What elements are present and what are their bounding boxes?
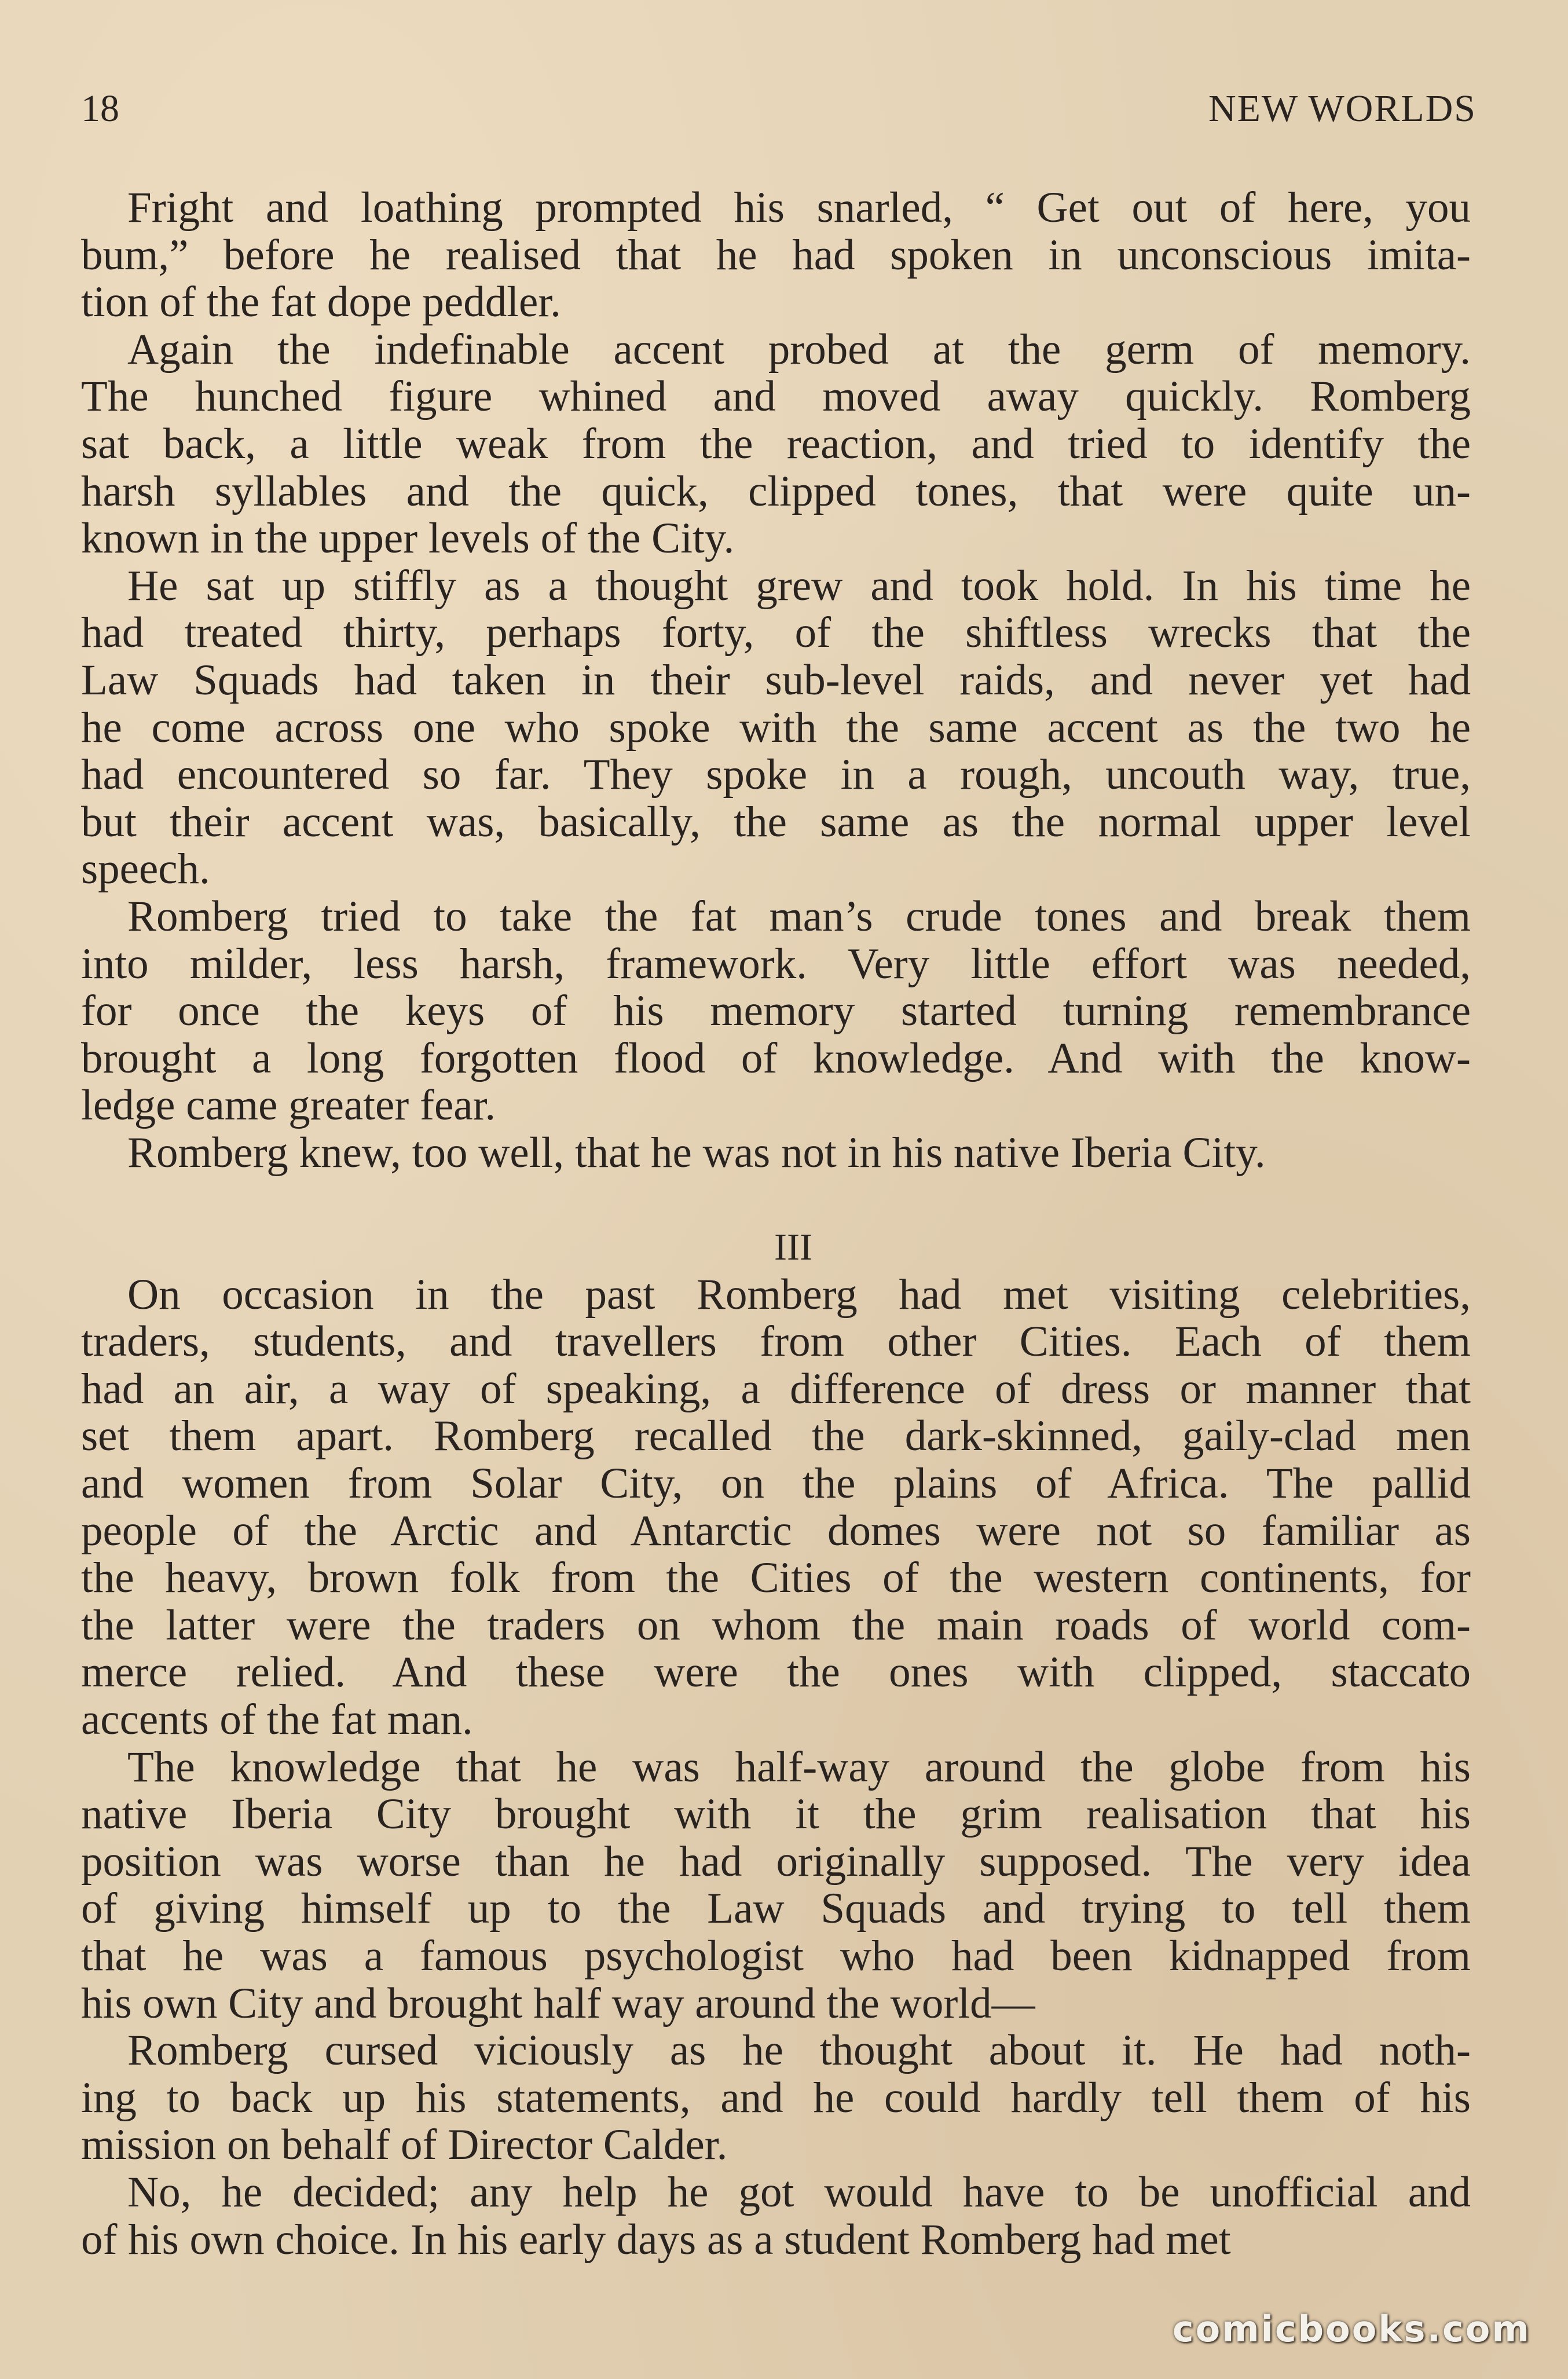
- text-line: set them apart. Romberg recalled the dark-skinned, gaily-clad men: [81, 1412, 1471, 1461]
- text-line: of giving himself up to the Law Squads and trying to tell them: [81, 1884, 1471, 1933]
- paragraph: [81, 1129, 1471, 1177]
- text-line: known in the upper levels of the City.: [81, 514, 735, 563]
- text-line: sat back, a little weak from the reaction, and tried to identify the: [81, 419, 1471, 468]
- text-line: Fright and loathing prompted his snarled, “ Get out of here, you: [127, 184, 1471, 232]
- text-line: position was worse than he had originally supposed. The very idea: [81, 1837, 1471, 1886]
- section-heading: III: [774, 1226, 812, 1269]
- text-line: He sat up stiffly as a thought grew and took hold. In his time he: [127, 561, 1471, 610]
- text-line: had an air, a way of speaking, a difference of dress or manner that: [81, 1364, 1471, 1413]
- text-line: No, he decided; any help he got would have to be unofficial and: [127, 2168, 1471, 2216]
- text-line: Again the indefinable accent probed at the germ of memory.: [127, 325, 1471, 374]
- paragraphs-after-section: [81, 1271, 1471, 2263]
- paragraph: [81, 1744, 1471, 2027]
- text-line: speech.: [81, 845, 210, 894]
- running-title: NEW WORLDS: [1208, 87, 1477, 130]
- text-line: of his own choice. In his early days as a student Romberg had met: [81, 2215, 1231, 2264]
- text-line: mission on behalf of Director Calder.: [81, 2121, 728, 2169]
- text-line: bum,” before he realised that he had spoken in unconscious imita-: [81, 230, 1471, 279]
- text-line: merce relied. And these were the ones with clipped, staccato: [81, 1648, 1471, 1697]
- paragraph: [81, 2169, 1471, 2263]
- text-line: Romberg knew, too well, that he was not in his native Iberia City.: [127, 1128, 1266, 1177]
- body-text: [81, 184, 1471, 2263]
- text-line: harsh syllables and the quick, clipped tones, that were quite un-: [81, 467, 1471, 515]
- text-line: ledge came greater fear.: [81, 1081, 496, 1130]
- text-line: into milder, less harsh, framework. Very little effort was needed,: [81, 939, 1471, 988]
- text-line: On occasion in the past Romberg had met visiting celebrities,: [127, 1270, 1471, 1319]
- text-line: tion of the fat dope peddler.: [81, 278, 561, 327]
- text-line: Law Squads had taken in their sub-level raids, and never yet had: [81, 656, 1471, 704]
- text-line: accents of the fat man.: [81, 1696, 473, 1744]
- text-line: he come across one who spoke with the same accent as the two he: [81, 703, 1471, 752]
- text-line: native Iberia City brought with it the grim realisation that his: [81, 1790, 1471, 1839]
- paragraph: [81, 326, 1471, 562]
- paragraphs-before-section: [81, 184, 1471, 1176]
- text-line: Romberg cursed viciously as he thought about it. He had noth-: [127, 2026, 1471, 2075]
- text-line: the latter were the traders on whom the main roads of world com-: [81, 1601, 1471, 1649]
- text-line: and women from Solar City, on the plains of Africa. The pallid: [81, 1459, 1471, 1508]
- text-line: for once the keys of his memory started turning remembrance: [81, 987, 1471, 1035]
- text-line: brought a long forgotten flood of knowledge. And with the know-: [81, 1034, 1471, 1082]
- paragraph: [81, 1271, 1471, 1744]
- page-number: 18: [81, 87, 119, 130]
- text-line: people of the Arctic and Antarctic domes were not so familiar as: [81, 1506, 1471, 1555]
- text-line: the heavy, brown folk from the Cities of the western continents, for: [81, 1554, 1471, 1602]
- paragraph: [81, 2027, 1471, 2169]
- text-line: The knowledge that he was half-way around the globe from his: [127, 1743, 1471, 1791]
- text-line: but their accent was, basically, the same as the normal upper level: [81, 797, 1471, 846]
- watermark: comicbooks.com: [1172, 2308, 1531, 2350]
- paragraph: [81, 184, 1471, 326]
- page-header: [81, 87, 1477, 145]
- text-line: Romberg tried to take the fat man’s crude tones and break them: [127, 892, 1471, 940]
- text-line: that he was a famous psychologist who had been kidnapped from: [81, 1931, 1471, 1980]
- text-line: had encountered so far. They spoke in a rough, uncouth way, true,: [81, 751, 1471, 799]
- text-line: had treated thirty, perhaps forty, of the shiftless wrecks that the: [81, 609, 1471, 657]
- paragraph: [81, 893, 1471, 1129]
- text-line: traders, students, and travellers from other Cities. Each of them: [81, 1317, 1471, 1366]
- text-line: The hunched figure whined and moved away quickly. Romberg: [81, 372, 1471, 421]
- paragraph: [81, 562, 1471, 893]
- text-line: ing to back up his statements, and he could hardly tell them of his: [81, 2073, 1471, 2122]
- text-line: his own City and brought half way around the world—: [81, 1979, 1035, 2027]
